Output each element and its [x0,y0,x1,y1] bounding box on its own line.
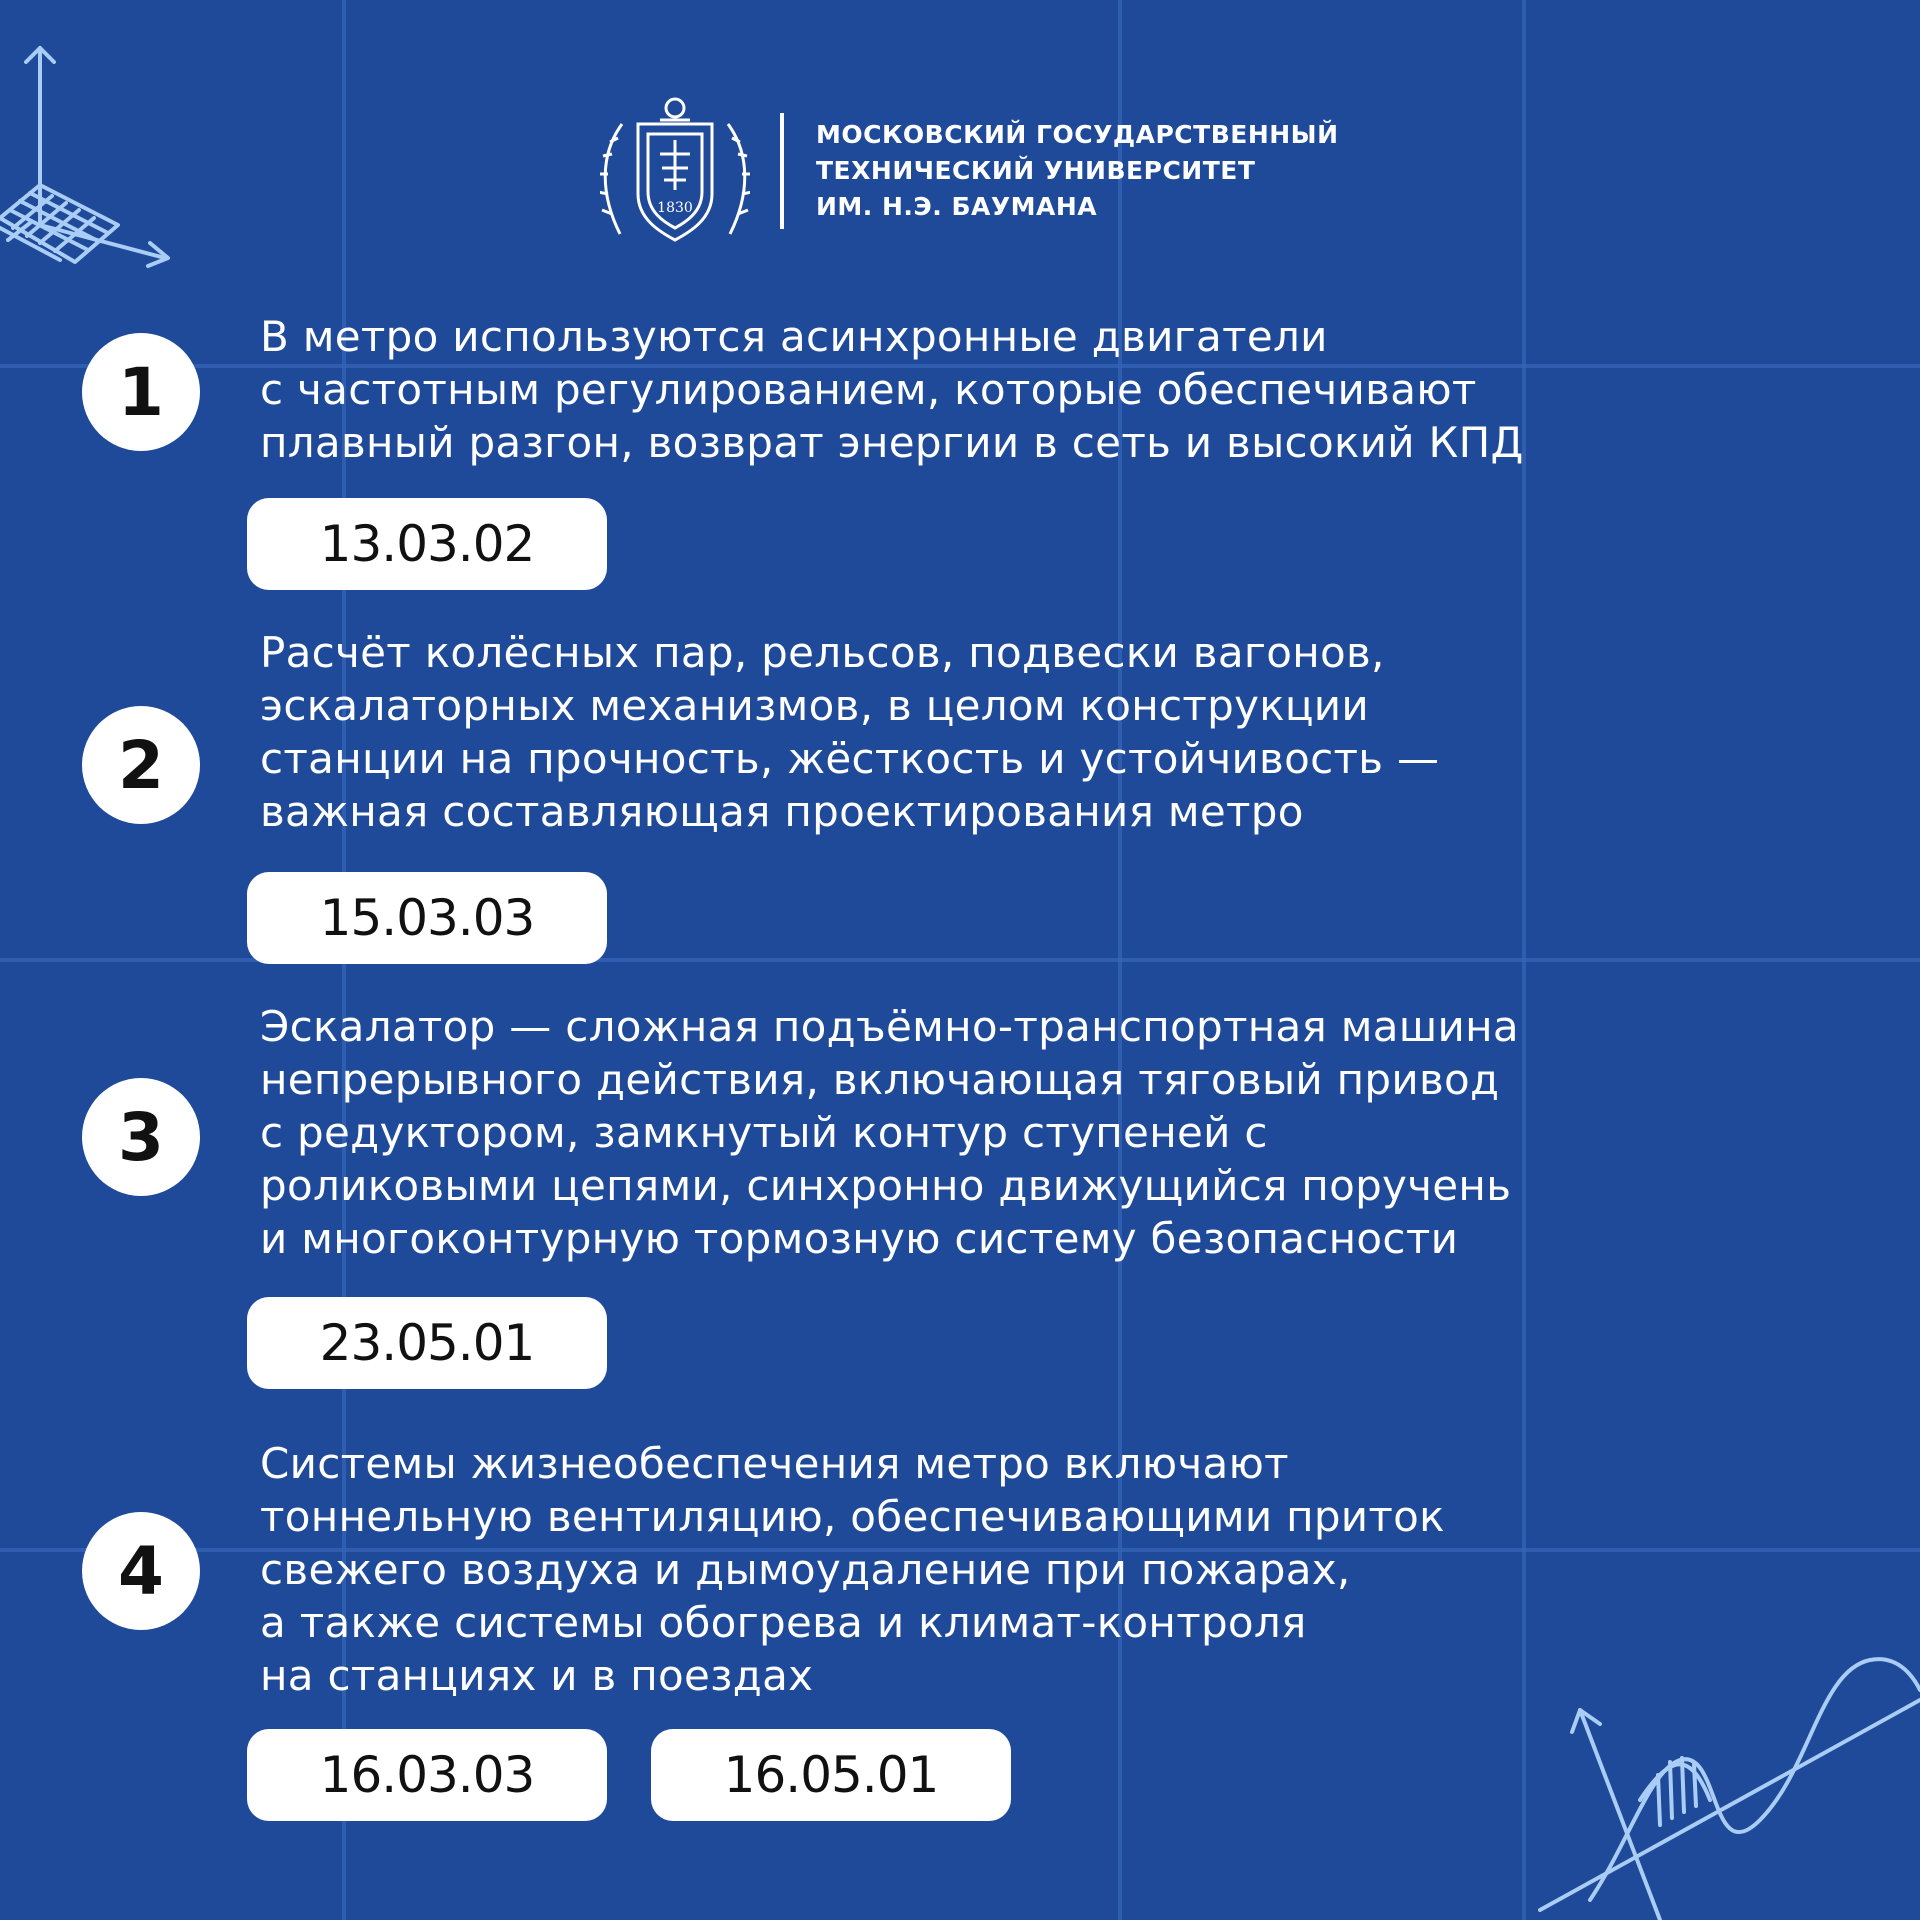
item-text-line: непрерывного действия, включающая тяговый привод [260,1055,1500,1104]
university-name-line: МОСКОВСКИЙ ГОСУДАРСТВЕННЫЙ [816,120,1339,149]
coordinate-axes-icon [0,40,190,280]
item-text-line: роликовыми цепями, синхронно движущийся поручень [260,1161,1512,1210]
item-text-line: плавный разгон, возврат энергии в сеть и высокий КПД [260,418,1524,467]
item-text-line: тоннельную вентиляцию, обеспечивающими приток [260,1492,1445,1541]
item-text-line: В метро используются асинхронные двигатели [260,312,1328,361]
item-description [260,626,1820,838]
item-number-badge: 4 [82,1512,200,1630]
item-number-badge: 3 [82,1078,200,1196]
code-badges [247,1297,607,1389]
item-description [260,1000,1820,1265]
university-name-line: ИМ. Н.Э. БАУМАНА [816,192,1098,221]
code-badge: 16.05.01 [651,1729,1011,1821]
code-badges [247,872,607,964]
item-text-line: Расчёт колёсных пар, рельсов, подвески вагонов, [260,628,1385,677]
item-text-line: Системы жизнеобеспечения метро включают [260,1439,1289,1488]
emblem-year: 1830 [657,200,693,216]
item-text-line: Эскалатор — сложная подъёмно-транспортная машина [260,1002,1519,1051]
code-badges [247,498,607,590]
item-number-badge: 1 [82,333,200,451]
item-number-badge: 2 [82,706,200,824]
item-text-line: важная составляющая проектирования метро [260,787,1304,836]
code-badge: 15.03.03 [247,872,607,964]
item-text-line: на станциях и в поездах [260,1651,814,1700]
code-badge: 23.05.01 [247,1297,607,1389]
item-description [260,310,1820,469]
university-name-line: ТЕХНИЧЕСКИЙ УНИВЕРСИТЕТ [816,156,1256,185]
item-text-line: эскалаторных механизмов, в целом конструкции [260,681,1369,730]
university-header [600,94,1339,248]
item-text-line: станции на прочность, жёсткость и устойчивость — [260,734,1440,783]
item-description [260,1437,1820,1702]
item-text-line: с частотным регулированием, которые обеспечивают [260,365,1477,414]
item-text-line: с редуктором, замкнутый контур ступеней с [260,1108,1268,1157]
code-badges [247,1729,1011,1821]
university-emblem-icon [600,94,750,248]
university-name [816,117,1339,225]
header-divider [780,113,784,229]
item-text-line: и многоконтурную тормозную систему безопасности [260,1214,1459,1263]
item-text-line: а также системы обогрева и климат-контроля [260,1598,1307,1647]
item-text-line: свежего воздуха и дымоудаление при пожарах, [260,1545,1351,1594]
code-badge: 16.03.03 [247,1729,607,1821]
code-badge: 13.03.02 [247,498,607,590]
